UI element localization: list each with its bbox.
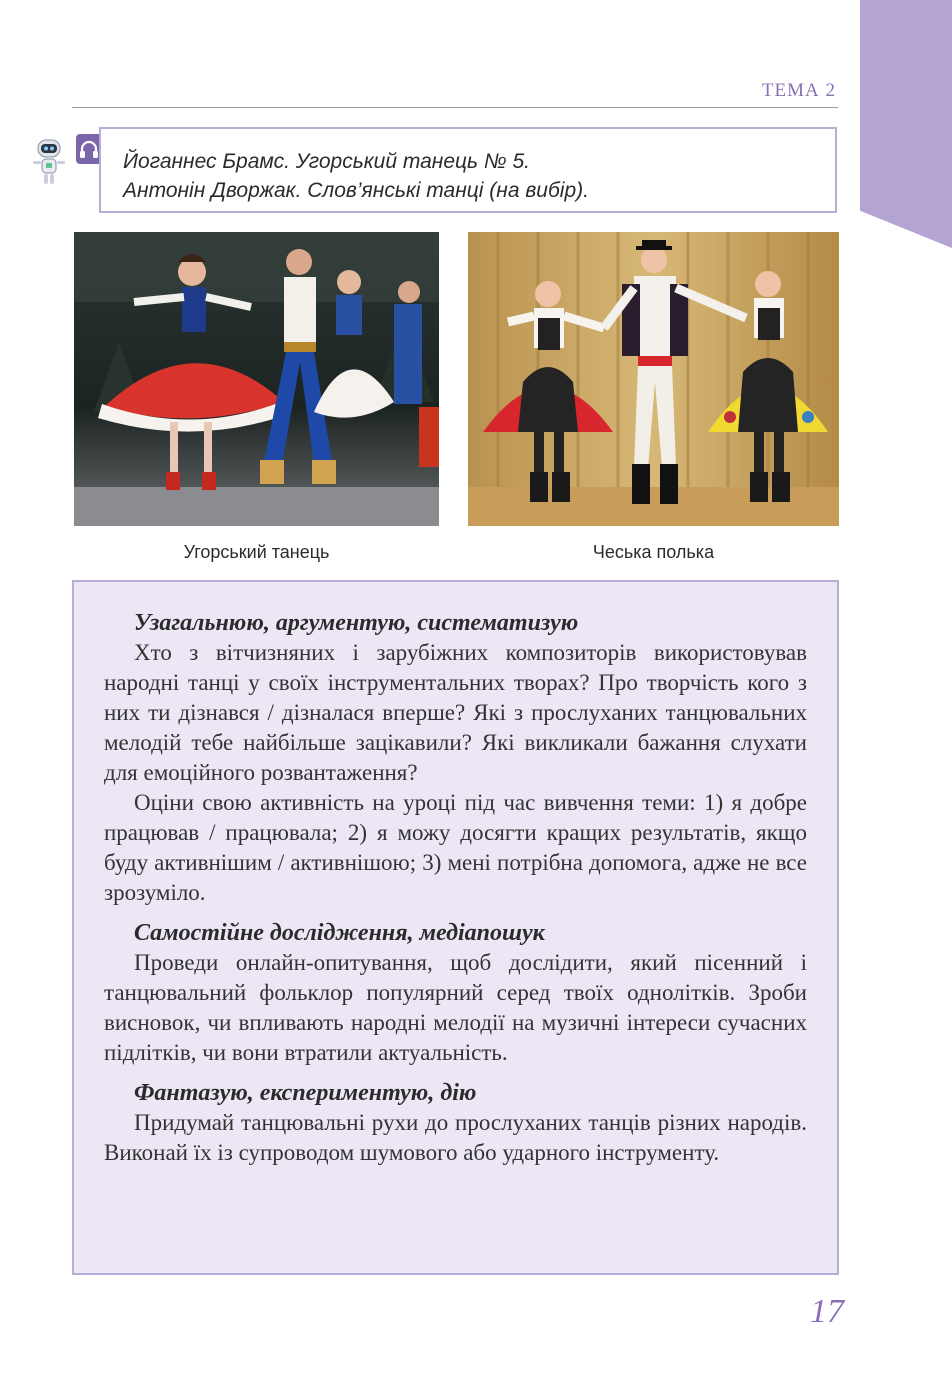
section-title-experiment: Фантазую, експериментую, дію bbox=[134, 1080, 477, 1106]
page-number: 17 bbox=[810, 1293, 844, 1330]
task-panel bbox=[72, 580, 839, 1275]
section-title-generalize: Узагальнюю, аргументую, систематизую bbox=[134, 610, 579, 636]
section-text-generalize-2: Оціни свою активність на уроці під час вивчення теми: 1) я добре працював / працювала; 2) я можу досягти кращих результатів, якщо буду активнішим / активнішою; 3) мені потрібна допомога, адже не все зрозуміло. bbox=[104, 790, 807, 905]
robot-icon bbox=[28, 136, 70, 188]
corner-tab bbox=[860, 0, 952, 248]
photo-hungarian-dance bbox=[74, 232, 439, 526]
topic-label: ТЕМА 2 bbox=[761, 80, 836, 101]
section-text-research: Проведи онлайн-опитування, щоб дослідити, який пісенний і танцювальний фольклор популярний серед твоїх однолітків. Зроби висновок, чи впливають народні мелодії на музичні інтереси сучасних підлітків, чи вони втратили актуальність. bbox=[104, 950, 807, 1065]
caption-czech-polka: Чеська полька bbox=[592, 542, 715, 562]
listening-line-2: Антонін Дворжак. Слов’янські танці (на вибір). bbox=[123, 179, 589, 202]
listening-box bbox=[99, 127, 837, 213]
section-text-generalize-1: Хто з вітчизняних і зарубіжних композиторів використовував народні танці у своїх інструментальних творах? Про творчість кого з них ти дізнався / дізналася вперше? Які з прослуханих танцювальних мелодій тебе найбільше зацікавили? Які викликали бажання слухати для емоційного розвантаження? bbox=[104, 640, 807, 785]
listening-line-1: Йоганнес Брамс. Угорський танець № 5. bbox=[123, 150, 530, 173]
caption-hungarian-dance: Угорський танець bbox=[183, 542, 330, 562]
section-text-experiment: Придумай танцювальні рухи до прослуханих танців різних народів. Виконай їх із супроводом шумового або ударного інструменту. bbox=[104, 1110, 807, 1165]
section-title-research: Самостійне дослідження, медіапошук bbox=[134, 920, 545, 946]
header-rule bbox=[72, 107, 838, 108]
photo-czech-polka bbox=[468, 232, 839, 526]
